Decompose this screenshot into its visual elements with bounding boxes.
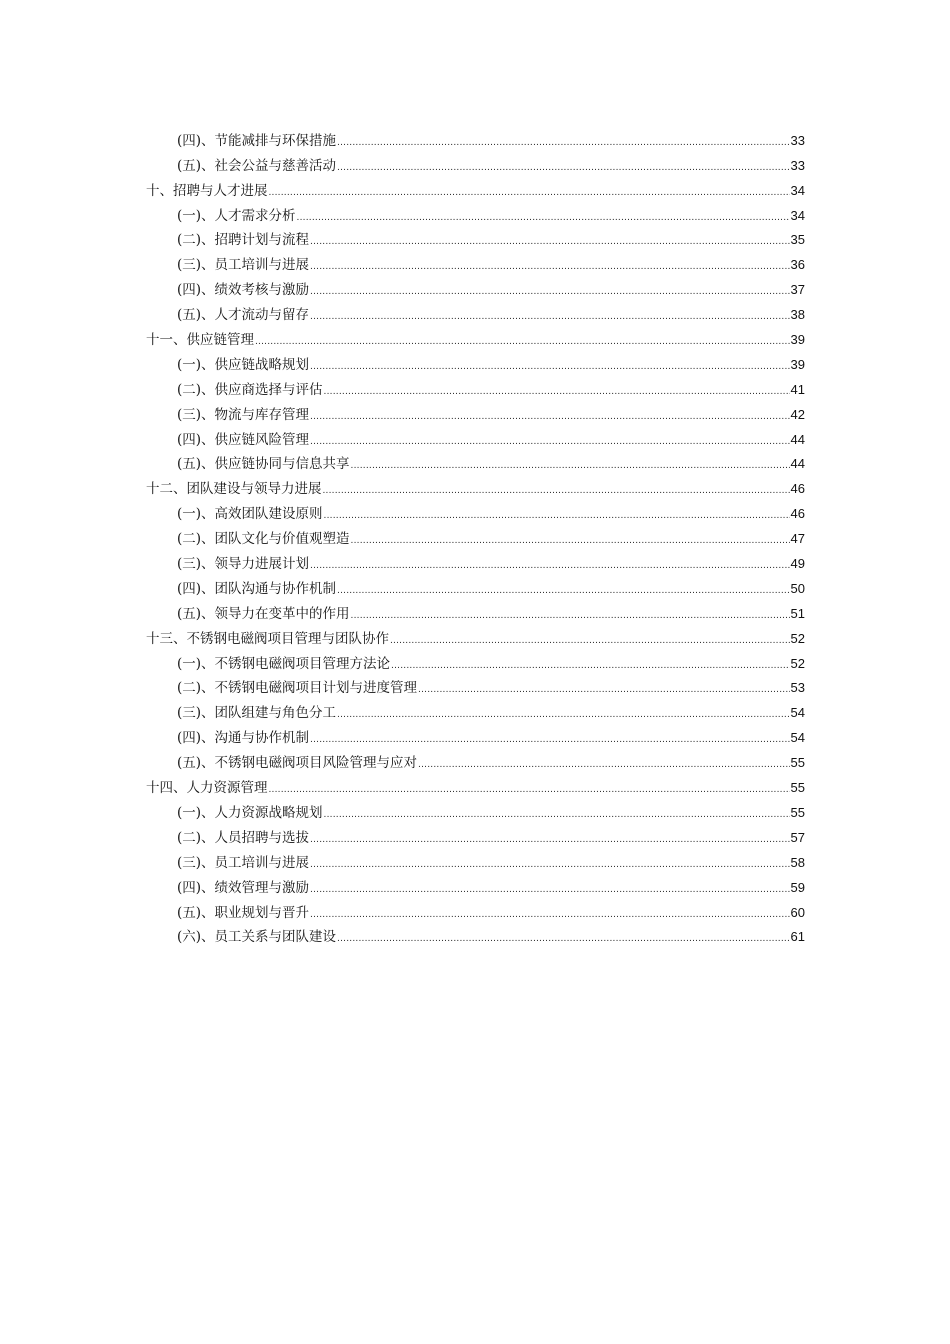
- toc-entry-page-number: 34: [790, 207, 805, 223]
- toc-entry-page-number: 51: [790, 605, 805, 621]
- dot-leader: [337, 708, 789, 722]
- toc-section-entry[interactable]: [0, 548, 950, 573]
- toc-chapter-entry[interactable]: [0, 623, 950, 648]
- dot-leader: [391, 659, 789, 673]
- dot-leader: [255, 335, 790, 349]
- toc-entry-page-number: 55: [790, 755, 805, 771]
- dot-leader: [324, 808, 790, 822]
- toc-entry-label: (五)、不锈钢电磁阀项目风险管理与应对: [177, 755, 418, 772]
- toc-entry-label: (五)、供应链协同与信息共享: [177, 456, 350, 473]
- toc-entry-label: (六)、员工关系与团队建设: [177, 929, 337, 946]
- toc-section-entry[interactable]: [0, 747, 950, 772]
- toc-entry-page-number: 34: [790, 182, 805, 198]
- toc-entry-page-number: 52: [790, 630, 805, 646]
- toc-entry-label: (四)、绩效考核与激励: [177, 282, 310, 299]
- toc-entry-label: (一)、供应链战略规划: [177, 356, 310, 373]
- toc-section-entry[interactable]: [0, 399, 950, 424]
- dot-leader: [310, 858, 789, 872]
- toc-entry-label: (三)、领导力进展计划: [177, 556, 310, 573]
- toc-entry-label: (二)、团队文化与价值观塑造: [177, 531, 350, 548]
- dot-leader: [269, 186, 790, 200]
- dot-leader: [310, 260, 789, 274]
- toc-entry-label: (二)、供应商选择与评估: [177, 381, 323, 398]
- toc-entry-label: (四)、供应链风险管理: [177, 431, 310, 448]
- toc-section-entry[interactable]: [0, 249, 950, 274]
- toc-chapter-entry[interactable]: [0, 473, 950, 498]
- dot-leader: [337, 584, 789, 598]
- toc-entry-page-number: 61: [790, 929, 805, 945]
- dot-leader: [324, 509, 790, 523]
- dot-leader: [310, 733, 789, 747]
- toc-entry-page-number: 33: [790, 132, 805, 148]
- dot-leader: [324, 385, 790, 399]
- toc-entry-page-number: 54: [790, 705, 805, 721]
- toc-entry-page-number: 33: [790, 157, 805, 173]
- toc-entry-label: (五)、领导力在变革中的作用: [177, 605, 350, 622]
- toc-section-entry[interactable]: [0, 349, 950, 374]
- toc-entry-label: (五)、社会公益与慈善活动: [177, 157, 337, 174]
- toc-entry-label: 十一、供应链管理: [146, 332, 254, 349]
- toc-entry-label: (二)、人员招聘与选拔: [177, 829, 310, 846]
- toc-section-entry[interactable]: [0, 697, 950, 722]
- toc-entry-label: (三)、员工培训与进展: [177, 854, 310, 871]
- dot-leader: [351, 459, 790, 473]
- toc-entry-label: 十、招聘与人才进展: [146, 182, 268, 199]
- toc-section-entry[interactable]: [0, 523, 950, 548]
- dot-leader: [310, 285, 789, 299]
- toc-chapter-entry[interactable]: [0, 324, 950, 349]
- dot-leader: [297, 211, 790, 225]
- toc-section-entry[interactable]: [0, 225, 950, 250]
- toc-entry-label: (三)、团队组建与角色分工: [177, 705, 337, 722]
- toc-section-entry[interactable]: [0, 498, 950, 523]
- dot-leader: [310, 833, 789, 847]
- toc-entry-label: (五)、职业规划与晋升: [177, 904, 310, 921]
- toc-entry-label: (一)、人力资源战略规划: [177, 804, 323, 821]
- toc-section-entry[interactable]: [0, 125, 950, 150]
- toc-entry-label: 十四、人力资源管理: [146, 780, 268, 797]
- dot-leader: [310, 235, 789, 249]
- dot-leader: [269, 783, 790, 797]
- toc-entry-page-number: 44: [790, 456, 805, 472]
- toc-entry-page-number: 38: [790, 307, 805, 323]
- toc-entry-page-number: 35: [790, 232, 805, 248]
- toc-entry-label: (三)、员工培训与进展: [177, 257, 310, 274]
- toc-entry-page-number: 47: [790, 531, 805, 547]
- dot-leader: [390, 634, 790, 648]
- toc-entry-page-number: 57: [790, 829, 805, 845]
- toc-section-entry[interactable]: [0, 897, 950, 922]
- toc-entry-page-number: 55: [790, 804, 805, 820]
- toc-entry-label: (三)、物流与库存管理: [177, 406, 310, 423]
- dot-leader: [310, 310, 789, 324]
- dot-leader: [351, 609, 790, 623]
- toc-section-entry[interactable]: [0, 648, 950, 673]
- toc-section-entry[interactable]: [0, 200, 950, 225]
- toc-entry-page-number: 37: [790, 282, 805, 298]
- toc-entry-label: (四)、沟通与协作机制: [177, 730, 310, 747]
- toc-entry-page-number: 52: [790, 655, 805, 671]
- toc-entry-label: (五)、人才流动与留存: [177, 307, 310, 324]
- toc-chapter-entry[interactable]: [0, 175, 950, 200]
- toc-section-entry[interactable]: [0, 274, 950, 299]
- dot-leader: [418, 683, 789, 697]
- dot-leader: [310, 908, 789, 922]
- toc-entry-page-number: 39: [790, 332, 805, 348]
- dot-leader: [337, 136, 789, 150]
- toc-entry-page-number: 36: [790, 257, 805, 273]
- toc-entry-label: (一)、高效团队建设原则: [177, 506, 323, 523]
- toc-entry-label: (四)、团队沟通与协作机制: [177, 580, 337, 597]
- toc-chapter-entry[interactable]: [0, 772, 950, 797]
- toc-entry-label: (四)、绩效管理与激励: [177, 879, 310, 896]
- toc-section-entry[interactable]: [0, 822, 950, 847]
- toc-section-entry[interactable]: [0, 722, 950, 747]
- toc-entry-label: (二)、招聘计划与流程: [177, 232, 310, 249]
- table-of-contents: [0, 125, 950, 946]
- dot-leader: [337, 161, 789, 175]
- toc-entry-page-number: 46: [790, 506, 805, 522]
- toc-entry-page-number: 55: [790, 780, 805, 796]
- toc-section-entry[interactable]: [0, 573, 950, 598]
- toc-section-entry[interactable]: [0, 299, 950, 324]
- dot-leader: [418, 758, 789, 772]
- toc-entry-label: (一)、不锈钢电磁阀项目管理方法论: [177, 655, 391, 672]
- dot-leader: [310, 559, 789, 573]
- toc-entry-page-number: 50: [790, 580, 805, 596]
- toc-entry-page-number: 53: [790, 680, 805, 696]
- dot-leader: [310, 410, 789, 424]
- toc-entry-page-number: 59: [790, 879, 805, 895]
- toc-entry-page-number: 42: [790, 406, 805, 422]
- toc-entry-page-number: 39: [790, 356, 805, 372]
- toc-section-entry[interactable]: [0, 449, 950, 474]
- toc-section-entry[interactable]: [0, 872, 950, 897]
- dot-leader: [323, 484, 790, 498]
- dot-leader: [351, 534, 790, 548]
- dot-leader: [310, 360, 789, 374]
- toc-entry-page-number: 60: [790, 904, 805, 920]
- toc-section-entry[interactable]: [0, 150, 950, 175]
- toc-section-entry[interactable]: [0, 922, 950, 947]
- toc-entry-page-number: 44: [790, 431, 805, 447]
- toc-entry-page-number: 49: [790, 556, 805, 572]
- toc-entry-label: 十三、不锈钢电磁阀项目管理与团队协作: [146, 630, 389, 647]
- toc-section-entry[interactable]: [0, 374, 950, 399]
- toc-entry-label: (二)、不锈钢电磁阀项目计划与进度管理: [177, 680, 418, 697]
- toc-entry-page-number: 41: [790, 381, 805, 397]
- dot-leader: [337, 932, 789, 946]
- toc-entry-label: 十二、团队建设与领导力进展: [146, 481, 322, 498]
- dot-leader: [310, 883, 789, 897]
- toc-section-entry[interactable]: [0, 797, 950, 822]
- toc-entry-label: (四)、节能减排与环保措施: [177, 132, 337, 149]
- toc-section-entry[interactable]: [0, 847, 950, 872]
- toc-entry-page-number: 46: [790, 481, 805, 497]
- toc-entry-page-number: 58: [790, 854, 805, 870]
- toc-entry-page-number: 54: [790, 730, 805, 746]
- toc-section-entry[interactable]: [0, 673, 950, 698]
- toc-section-entry[interactable]: [0, 598, 950, 623]
- toc-entry-label: (一)、人才需求分析: [177, 207, 296, 224]
- dot-leader: [310, 435, 789, 449]
- toc-section-entry[interactable]: [0, 424, 950, 449]
